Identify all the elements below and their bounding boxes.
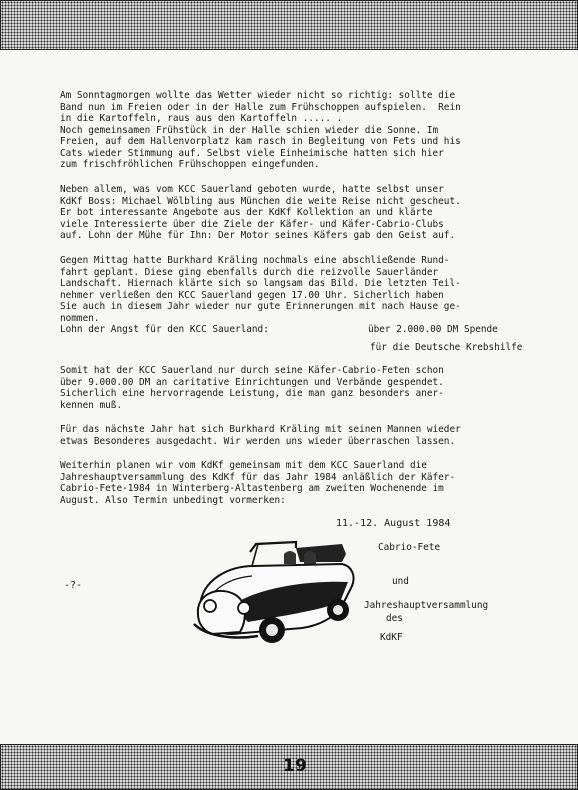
text-line: Sicherlich eine hervorragende Leistung, die man ganz besonders aner- [60,388,444,399]
text-line: Landschaft. Hiernach klärte sich so langsam das Bild. Die letzten Teil- [60,278,461,289]
text-line: zum frischfröhlichen Frühschoppen eingefunden. [60,159,320,170]
text-line: KdKf Boss: Michael Wölbling aus München die weite Reise nicht gescheut. [60,195,461,207]
text-line: Cabrio-Fete-1984 in Winterberg-Altastenberg am zweiten Wochenende im [60,483,444,494]
event-line-kdkf: KdKF [380,632,403,643]
text-line: Neben allem, was vom KCC Sauerland geboten wurde, hatte selbst unser [60,184,444,195]
text-line: viele Interessierte über die Ziele der Käfer- und Käfer-Cabrio-Clubs [60,218,444,230]
text-line: über 9.000.00 DM an caritative Einrichtungen und Verbände gespendet. [60,376,444,388]
text-line: Jahreshauptversammlung des KdKf für das Jahr 1984 anläßlich der Käfer- [60,471,456,483]
text-line: fahrt geplant. Diese ging ebenfalls durch die reizvolle Sauerländer [60,266,439,278]
side-mark: -?- [64,580,83,591]
paragraph-breakfast [60,90,565,171]
text-line: Freien, auf dem Hallenvorplatz kam rasch in Begleitung von Fets und his [60,136,461,147]
paragraph-rundfahrt [60,255,565,324]
text-line: August. Also Termin unbedingt vormerken: [60,494,286,506]
text-line: Weiterhin planen wir vom KdKf gemeinsam mit dem KCC Sauerland die [60,460,427,471]
text-line: Für das nächste Jahr hat sich Burkhard Kräling mit seinen Mannen wieder [60,424,461,435]
event-line-jhv: Jahreshauptversammlung [364,600,489,611]
event-line-und: und [392,576,409,587]
paragraph-kdkf-boss [60,184,565,242]
text-line: Somit hat der KCC Sauerland nur durch seine Käfer-Cabrio-Feten schon [60,365,444,376]
paragraph-annual-meeting [60,460,565,506]
donation-label: Lohn der Angst für den KCC Sauerland: [60,324,269,335]
text-line: etwas Besonderes ausgedacht. Wir werden uns wieder überraschen lassen. [60,435,456,447]
event-date: 11.-12. August 1984 [336,518,451,529]
page-number: 19 [283,756,307,776]
beetle-cabrio-illustration [192,536,358,646]
text-line: Band nun im Freien oder in der Halle zum Frühschoppen aufspielen. Rein [60,101,461,113]
text-line: kennen muß. [60,399,123,411]
event-line-des: des [386,613,403,624]
text-line: Am Sonntagmorgen wollte das Wetter wieder nicht so richtig: sollte die [60,90,456,101]
event-line-cabrio-fete: Cabrio-Fete [378,542,441,553]
text-line: auf. Lohn der Mühe für Ihn: Der Motor seines Käfers gab den Geist auf. [60,230,456,241]
text-line: Sie auch in diesem Jahr wieder nur gute Erinnerungen mit nach Hause ge- [60,301,461,312]
text-line: nommen. [60,312,100,324]
text-line: Cats wieder Stimmung auf. Selbst viele Einheimische hatten sich hier [60,147,444,159]
text-line: Noch gemeinsamen Frühstück in der Halle schien wieder die Sonne. Im [60,124,439,136]
donation-recipient: für die Deutsche Krebshilfe [370,342,523,353]
paragraph-donations [60,365,565,411]
text-line: nehmer verließen den KCC Sauerland gegen 17.00 Uhr. Sicherlich haben [60,289,444,301]
text-line: Er bot interessante Angebote aus der KdKf Kollektion an und klärte [60,207,433,218]
donation-amount: über 2.000.00 DM Spende [368,324,498,335]
paragraph-next-year [60,424,565,447]
text-line: Gegen Mittag hatte Burkhard Kräling nochmals eine abschließende Rund- [60,255,450,266]
top-halftone-band [0,0,578,50]
folded-roof [296,544,346,562]
headlight-icon [204,600,216,612]
text-line: in die Kartoffeln, raus aus den Kartoffeln ..... . [60,113,343,124]
